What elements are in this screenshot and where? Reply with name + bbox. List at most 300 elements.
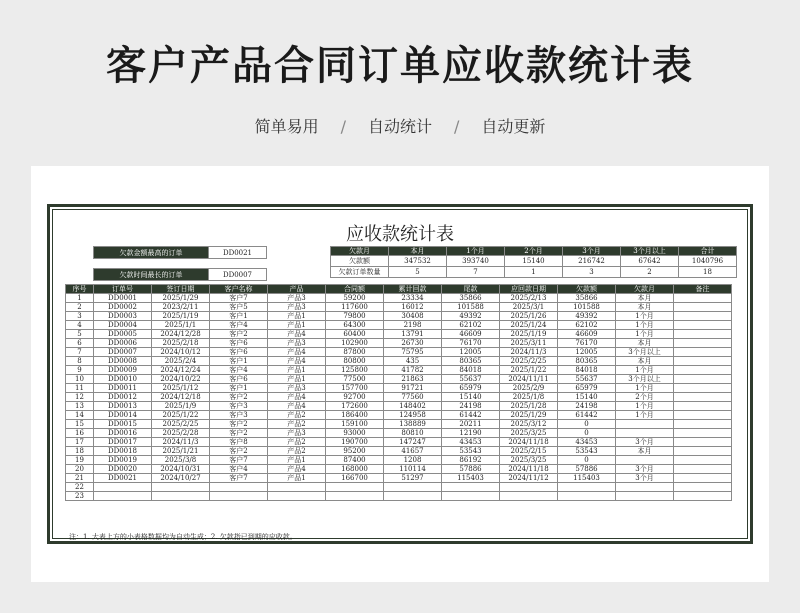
table-cell: 2025/3/12 bbox=[500, 420, 558, 429]
sheet-frame bbox=[47, 204, 753, 544]
table-cell: DD0008 bbox=[94, 357, 152, 366]
table-cell: 2025/2/28 bbox=[152, 429, 210, 438]
table-cell bbox=[674, 456, 732, 465]
table-cell: 客户8 bbox=[210, 438, 268, 447]
table-cell: 49392 bbox=[558, 312, 616, 321]
table-cell: 1个月 bbox=[616, 321, 674, 330]
table-cell: 53543 bbox=[442, 447, 500, 456]
table-cell: 2024/11/3 bbox=[500, 348, 558, 357]
column-header: 序号 bbox=[66, 285, 94, 294]
table-cell: 110114 bbox=[384, 465, 442, 474]
table-cell: 2024/11/18 bbox=[500, 465, 558, 474]
table-cell: 产品1 bbox=[268, 474, 326, 483]
summary-left-row bbox=[94, 247, 267, 259]
table-cell: 59200 bbox=[326, 294, 384, 303]
table-row bbox=[66, 357, 732, 366]
feature-tags bbox=[0, 114, 800, 137]
table-cell: 115403 bbox=[442, 474, 500, 483]
table-cell: 客户2 bbox=[210, 429, 268, 438]
table-cell: 产品1 bbox=[268, 312, 326, 321]
table-cell bbox=[384, 492, 442, 501]
table-cell: 2025/2/13 bbox=[500, 294, 558, 303]
table-cell bbox=[558, 492, 616, 501]
summary-label: 欠款金额最高的订单 bbox=[94, 247, 209, 259]
table-cell: 148402 bbox=[384, 402, 442, 411]
column-header: 欠款月 bbox=[616, 285, 674, 294]
table-row bbox=[66, 375, 732, 384]
table-cell: 客户7 bbox=[210, 294, 268, 303]
table-cell: 2025/3/1 bbox=[500, 303, 558, 312]
table-cell: 产品1 bbox=[268, 366, 326, 375]
table-cell: 30408 bbox=[384, 312, 442, 321]
table-cell: 92700 bbox=[326, 393, 384, 402]
table-cell bbox=[94, 492, 152, 501]
table-cell: 产品1 bbox=[268, 321, 326, 330]
column-header: 备注 bbox=[674, 285, 732, 294]
table-cell: 2 bbox=[66, 303, 94, 312]
table-cell: 24198 bbox=[442, 402, 500, 411]
table-cell: 435 bbox=[384, 357, 442, 366]
table-cell: 186400 bbox=[326, 411, 384, 420]
table-cell bbox=[210, 492, 268, 501]
table-cell bbox=[616, 429, 674, 438]
summary-header: 本月 bbox=[389, 247, 447, 256]
table-cell: DD0021 bbox=[94, 474, 152, 483]
table-cell: 产品3 bbox=[268, 429, 326, 438]
table-cell: DD0015 bbox=[94, 420, 152, 429]
table-cell: 12190 bbox=[442, 429, 500, 438]
table-cell bbox=[326, 492, 384, 501]
table-cell: 3个月 bbox=[616, 438, 674, 447]
sheet-title: 应收款统计表 bbox=[346, 224, 454, 245]
table-cell: 10 bbox=[66, 375, 94, 384]
table-cell: 2024/10/22 bbox=[152, 375, 210, 384]
table-cell: 2024/11/3 bbox=[152, 438, 210, 447]
table-row bbox=[66, 330, 732, 339]
table-cell bbox=[558, 483, 616, 492]
table-cell: 4 bbox=[66, 321, 94, 330]
table-cell: 12005 bbox=[558, 348, 616, 357]
summary-header: 1个月 bbox=[447, 247, 505, 256]
table-cell bbox=[674, 321, 732, 330]
table-cell: 65979 bbox=[442, 384, 500, 393]
table-cell: 产品2 bbox=[268, 438, 326, 447]
table-cell: 客户5 bbox=[210, 303, 268, 312]
table-cell: 91721 bbox=[384, 384, 442, 393]
table-cell: 2025/2/4 bbox=[152, 357, 210, 366]
table-cell: 168000 bbox=[326, 465, 384, 474]
table-cell: 客户2 bbox=[210, 420, 268, 429]
table-cell: 21863 bbox=[384, 375, 442, 384]
table-cell: 产品3 bbox=[268, 303, 326, 312]
summary-cell: 216742 bbox=[563, 256, 621, 267]
table-cell: 84018 bbox=[442, 366, 500, 375]
table-row bbox=[66, 312, 732, 321]
table-cell bbox=[616, 483, 674, 492]
table-cell: DD0017 bbox=[94, 438, 152, 447]
table-cell: 2025/2/25 bbox=[152, 420, 210, 429]
table-cell: 2024/11/12 bbox=[500, 474, 558, 483]
table-cell bbox=[152, 483, 210, 492]
summary-cell: 3 bbox=[563, 267, 621, 278]
table-cell bbox=[674, 312, 732, 321]
table-cell: DD0003 bbox=[94, 312, 152, 321]
table-cell bbox=[152, 492, 210, 501]
table-cell bbox=[674, 357, 732, 366]
table-cell: 客户3 bbox=[210, 411, 268, 420]
table-cell: 3个月 bbox=[616, 465, 674, 474]
table-cell: 产品1 bbox=[268, 456, 326, 465]
table-cell: 2024/12/18 bbox=[152, 393, 210, 402]
table-cell: DD0019 bbox=[94, 456, 152, 465]
table-cell: 15140 bbox=[442, 393, 500, 402]
table-cell: 77560 bbox=[384, 393, 442, 402]
table-cell: 23 bbox=[66, 492, 94, 501]
table-cell: 76170 bbox=[558, 339, 616, 348]
table-cell: 客户2 bbox=[210, 330, 268, 339]
table-cell: 76170 bbox=[442, 339, 500, 348]
column-header: 合同额 bbox=[326, 285, 384, 294]
table-row bbox=[66, 438, 732, 447]
table-cell: 客户4 bbox=[210, 321, 268, 330]
tag-separator: / bbox=[340, 117, 346, 136]
table-cell: 87400 bbox=[326, 456, 384, 465]
table-cell bbox=[616, 420, 674, 429]
table-row bbox=[66, 474, 732, 483]
table-cell: 80365 bbox=[442, 357, 500, 366]
summary-cell: 2 bbox=[621, 267, 679, 278]
table-cell: 0 bbox=[558, 429, 616, 438]
table-cell: 客户6 bbox=[210, 375, 268, 384]
summary-right-row bbox=[331, 256, 737, 267]
spreadsheet-preview bbox=[31, 166, 769, 582]
table-cell: 客户1 bbox=[210, 384, 268, 393]
table-cell: 本月 bbox=[616, 357, 674, 366]
table-cell: 2024/12/24 bbox=[152, 366, 210, 375]
table-cell: 117600 bbox=[326, 303, 384, 312]
table-cell: 159100 bbox=[326, 420, 384, 429]
table-cell: 2025/1/29 bbox=[500, 411, 558, 420]
table-cell: 62102 bbox=[442, 321, 500, 330]
table-cell: 41782 bbox=[384, 366, 442, 375]
table-cell: 21 bbox=[66, 474, 94, 483]
table-cell: 2025/3/8 bbox=[152, 456, 210, 465]
table-cell: 86192 bbox=[442, 456, 500, 465]
summary-value: DD0007 bbox=[209, 269, 267, 281]
table-cell: 1 bbox=[66, 294, 94, 303]
table-cell: 2025/1/21 bbox=[152, 447, 210, 456]
table-cell: 95200 bbox=[326, 447, 384, 456]
table-cell: 产品1 bbox=[268, 375, 326, 384]
table-cell bbox=[674, 339, 732, 348]
tag-1: 简单易用 bbox=[254, 117, 319, 136]
table-cell: 46609 bbox=[442, 330, 500, 339]
table-cell: 2025/1/1 bbox=[152, 321, 210, 330]
table-cell: 2025/1/29 bbox=[152, 294, 210, 303]
table-cell: 2025/3/11 bbox=[500, 339, 558, 348]
table-cell: 57886 bbox=[558, 465, 616, 474]
summary-header: 3个月 bbox=[563, 247, 621, 256]
summary-cell: 5 bbox=[389, 267, 447, 278]
table-cell: 172600 bbox=[326, 402, 384, 411]
table-cell: 15 bbox=[66, 420, 94, 429]
table-cell: 2025/1/28 bbox=[500, 402, 558, 411]
table-cell: 产品3 bbox=[268, 294, 326, 303]
table-cell: 13791 bbox=[384, 330, 442, 339]
table-cell: 产品4 bbox=[268, 402, 326, 411]
table-cell: 产品4 bbox=[268, 330, 326, 339]
table-cell: DD0011 bbox=[94, 384, 152, 393]
table-cell: 客户7 bbox=[210, 474, 268, 483]
table-cell bbox=[674, 375, 732, 384]
table-cell: 客户3 bbox=[210, 402, 268, 411]
table-cell: 产品4 bbox=[268, 465, 326, 474]
table-cell: 84018 bbox=[558, 366, 616, 375]
table-cell: 2025/2/15 bbox=[500, 447, 558, 456]
table-cell: 20 bbox=[66, 465, 94, 474]
table-cell: 客户2 bbox=[210, 447, 268, 456]
table-cell: 8 bbox=[66, 357, 94, 366]
summary-cell: 15140 bbox=[505, 256, 563, 267]
summary-header: 合计 bbox=[679, 247, 737, 256]
table-cell: 61442 bbox=[558, 411, 616, 420]
table-row bbox=[66, 321, 732, 330]
table-cell bbox=[674, 384, 732, 393]
table-cell: 2025/1/22 bbox=[500, 366, 558, 375]
table-cell: 35866 bbox=[558, 294, 616, 303]
table-cell: 2025/1/8 bbox=[500, 393, 558, 402]
column-header: 产品 bbox=[268, 285, 326, 294]
table-cell: 2025/1/19 bbox=[500, 330, 558, 339]
table-cell: 19 bbox=[66, 456, 94, 465]
table-cell: DD0006 bbox=[94, 339, 152, 348]
table-cell bbox=[674, 402, 732, 411]
table-cell: 产品3 bbox=[268, 384, 326, 393]
table-row bbox=[66, 384, 732, 393]
table-cell bbox=[674, 348, 732, 357]
table-cell: 2个月 bbox=[616, 393, 674, 402]
table-cell: 9 bbox=[66, 366, 94, 375]
table-cell: 2025/1/12 bbox=[152, 384, 210, 393]
table-cell: 15140 bbox=[558, 393, 616, 402]
table-cell: 1208 bbox=[384, 456, 442, 465]
table-cell: DD0009 bbox=[94, 366, 152, 375]
table-cell: 客户4 bbox=[210, 366, 268, 375]
summary-cell: 欠款订单数量 bbox=[331, 267, 389, 278]
table-cell: DD0012 bbox=[94, 393, 152, 402]
table-cell: 157700 bbox=[326, 384, 384, 393]
table-cell: 101588 bbox=[442, 303, 500, 312]
table-cell bbox=[268, 492, 326, 501]
table-cell bbox=[674, 447, 732, 456]
summary-cell: 393740 bbox=[447, 256, 505, 267]
table-cell: 2025/2/25 bbox=[500, 357, 558, 366]
table-cell: 2024/12/28 bbox=[152, 330, 210, 339]
table-cell bbox=[616, 456, 674, 465]
table-cell: 1个月 bbox=[616, 312, 674, 321]
table-cell: 2025/1/19 bbox=[152, 312, 210, 321]
table-cell: 客户6 bbox=[210, 339, 268, 348]
table-cell: DD0018 bbox=[94, 447, 152, 456]
table-cell bbox=[674, 294, 732, 303]
table-cell: 43453 bbox=[442, 438, 500, 447]
table-cell: 3个月以上 bbox=[616, 375, 674, 384]
table-cell: 1个月 bbox=[616, 411, 674, 420]
table-cell: DD0004 bbox=[94, 321, 152, 330]
table-cell: 115403 bbox=[558, 474, 616, 483]
table-row bbox=[66, 447, 732, 456]
table-cell: 1个月 bbox=[616, 366, 674, 375]
table-cell: 产品2 bbox=[268, 447, 326, 456]
table-cell: 2024/10/12 bbox=[152, 348, 210, 357]
table-row bbox=[66, 348, 732, 357]
table-cell bbox=[674, 465, 732, 474]
table-cell: 190700 bbox=[326, 438, 384, 447]
table-cell: 本月 bbox=[616, 294, 674, 303]
table-cell: 2025/1/26 bbox=[500, 312, 558, 321]
table-cell: 2025/1/9 bbox=[152, 402, 210, 411]
table-cell: 46609 bbox=[558, 330, 616, 339]
table-cell: 12 bbox=[66, 393, 94, 402]
page-title: 客户产品合同订单应收款统计表 bbox=[106, 43, 694, 89]
table-cell: 101588 bbox=[558, 303, 616, 312]
table-cell: 17 bbox=[66, 438, 94, 447]
summary-cell: 347532 bbox=[389, 256, 447, 267]
table-row bbox=[66, 303, 732, 312]
table-cell: 2024/10/31 bbox=[152, 465, 210, 474]
table-cell: 23334 bbox=[384, 294, 442, 303]
table-cell bbox=[674, 393, 732, 402]
table-cell bbox=[674, 303, 732, 312]
table-cell bbox=[674, 420, 732, 429]
table-cell: DD0001 bbox=[94, 294, 152, 303]
table-cell bbox=[674, 492, 732, 501]
table-cell: 2025/2/18 bbox=[152, 339, 210, 348]
table-cell: DD0010 bbox=[94, 375, 152, 384]
column-header: 客户名称 bbox=[210, 285, 268, 294]
table-cell bbox=[500, 492, 558, 501]
table-cell: 2024/11/18 bbox=[500, 438, 558, 447]
table-cell: 本月 bbox=[616, 339, 674, 348]
table-cell: 102900 bbox=[326, 339, 384, 348]
table-cell: 客户2 bbox=[210, 393, 268, 402]
table-cell: 1个月 bbox=[616, 384, 674, 393]
table-cell: 产品4 bbox=[268, 348, 326, 357]
table-cell: 43453 bbox=[558, 438, 616, 447]
table-row bbox=[66, 393, 732, 402]
table-cell: 0 bbox=[558, 456, 616, 465]
table-cell: 26730 bbox=[384, 339, 442, 348]
table-cell: 3个月 bbox=[616, 474, 674, 483]
column-header: 签订日期 bbox=[152, 285, 210, 294]
table-cell: DD0020 bbox=[94, 465, 152, 474]
table-cell: 2198 bbox=[384, 321, 442, 330]
table-cell bbox=[268, 483, 326, 492]
table-cell: DD0014 bbox=[94, 411, 152, 420]
table-cell: 客户1 bbox=[210, 357, 268, 366]
table-cell: 57886 bbox=[442, 465, 500, 474]
table-cell bbox=[210, 483, 268, 492]
summary-cell: 欠款额 bbox=[331, 256, 389, 267]
table-cell: DD0013 bbox=[94, 402, 152, 411]
tag-separator: / bbox=[454, 117, 460, 136]
table-cell: 20211 bbox=[442, 420, 500, 429]
table-cell: 2024/11/11 bbox=[500, 375, 558, 384]
table-cell: 13 bbox=[66, 402, 94, 411]
table-cell bbox=[384, 483, 442, 492]
table-cell: 0 bbox=[558, 420, 616, 429]
column-header: 应回款日期 bbox=[500, 285, 558, 294]
table-cell: 2025/3/25 bbox=[500, 429, 558, 438]
table-cell: 2024/10/27 bbox=[152, 474, 210, 483]
table-cell: 124958 bbox=[384, 411, 442, 420]
table-cell bbox=[674, 474, 732, 483]
table-cell: 77500 bbox=[326, 375, 384, 384]
summary-right-row bbox=[331, 267, 737, 278]
table-cell: 62102 bbox=[558, 321, 616, 330]
table-cell: 1个月 bbox=[616, 330, 674, 339]
table-cell: 产品2 bbox=[268, 420, 326, 429]
table-cell: 2023/2/11 bbox=[152, 303, 210, 312]
table-cell bbox=[674, 411, 732, 420]
table-cell: 125800 bbox=[326, 366, 384, 375]
table-cell bbox=[674, 438, 732, 447]
table-cell: 24198 bbox=[558, 402, 616, 411]
table-row bbox=[66, 294, 732, 303]
table-cell: 产品4 bbox=[268, 357, 326, 366]
table-row bbox=[66, 420, 732, 429]
table-cell: 16012 bbox=[384, 303, 442, 312]
table-cell: 产品4 bbox=[268, 393, 326, 402]
table-cell: 14 bbox=[66, 411, 94, 420]
table-cell: 2025/2/9 bbox=[500, 384, 558, 393]
table-cell: DD0005 bbox=[94, 330, 152, 339]
table-cell: 166700 bbox=[326, 474, 384, 483]
table-row bbox=[66, 339, 732, 348]
table-cell: 80810 bbox=[384, 429, 442, 438]
column-header: 欠款额 bbox=[558, 285, 616, 294]
summary-cell: 7 bbox=[447, 267, 505, 278]
table-cell: 1个月 bbox=[616, 402, 674, 411]
summary-label: 欠款时间最长的订单 bbox=[94, 269, 209, 281]
table-cell: 55637 bbox=[442, 375, 500, 384]
table-cell: DD0016 bbox=[94, 429, 152, 438]
table-cell: 79800 bbox=[326, 312, 384, 321]
table-cell: 12005 bbox=[442, 348, 500, 357]
table-cell: 5 bbox=[66, 330, 94, 339]
tag-2: 自动统计 bbox=[367, 117, 432, 136]
table-cell: 75795 bbox=[384, 348, 442, 357]
table-cell: 产品3 bbox=[268, 339, 326, 348]
column-header: 订单号 bbox=[94, 285, 152, 294]
table-row bbox=[66, 402, 732, 411]
summary-left-table bbox=[93, 246, 267, 281]
table-cell: 80800 bbox=[326, 357, 384, 366]
table-cell: 本月 bbox=[616, 303, 674, 312]
table-cell: DD0002 bbox=[94, 303, 152, 312]
table-cell: 60400 bbox=[326, 330, 384, 339]
summary-value: DD0021 bbox=[209, 247, 267, 259]
summary-left-row bbox=[94, 269, 267, 281]
summary-header: 欠款月 bbox=[331, 247, 389, 256]
column-header: 累计回款 bbox=[384, 285, 442, 294]
table-cell: 18 bbox=[66, 447, 94, 456]
table-cell bbox=[674, 429, 732, 438]
table-cell: 11 bbox=[66, 384, 94, 393]
summary-header: 3个月以上 bbox=[621, 247, 679, 256]
table-cell: 138889 bbox=[384, 420, 442, 429]
summary-header: 2个月 bbox=[505, 247, 563, 256]
